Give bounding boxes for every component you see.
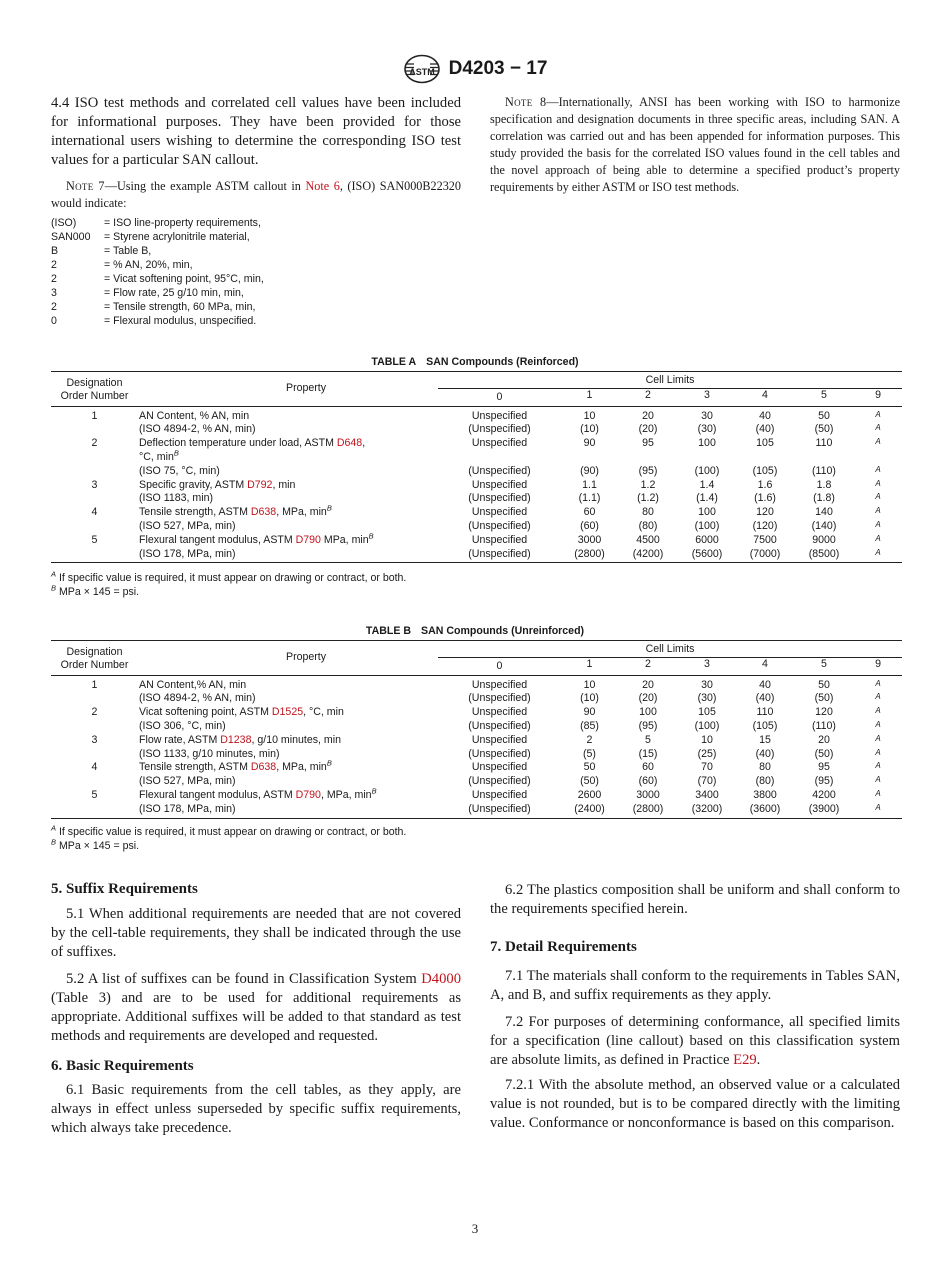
column-header-property: Property bbox=[138, 372, 438, 407]
footnote-b: $^B$ MPa × 145 = psi. bbox=[51, 582, 140, 598]
column-header-property: Property bbox=[138, 641, 438, 676]
paragraph-4-4: 4.4 ISO test methods and correlated cell values have been included for informational purposes. They have been provided for those international users wishing to determine the corresponding ISO test values for a particular SAN callout. bbox=[51, 95, 461, 168]
table-row: 3 Flow rate, ASTM D1238, g/10 minutes, min Unspecified 2 5 10 15 20 A bbox=[91, 733, 881, 746]
table-row: (ISO 4894-2, % AN, min) (Unspecified) (10) (20) (30) (40) (50) A bbox=[139, 423, 881, 436]
page-header bbox=[0, 54, 950, 84]
paragraph-7-1: 7.1 The materials shall conform to the requirements in Tables SAN, A, and B, and suffix requirements as they apply. bbox=[490, 968, 900, 1003]
astm-d638-link[interactable]: D638 bbox=[250, 506, 277, 519]
column-header-designation: Designation Order Number bbox=[51, 641, 138, 676]
table-row: (ISO 527, MPa, min) (Unspecified) (50) (60) (70) (80) (95) A bbox=[139, 775, 881, 788]
table-row: 2 Vicat softening point, ASTM D1525, °C, min Unspecified 90 100 105 110 120 A bbox=[91, 706, 881, 719]
table-row: 5 Flexural tangent modulus, ASTM D790, MPa, $\min^B$ Unspecified 2600 3000 3400 3800 4200 A bbox=[91, 786, 881, 801]
paragraph-7-2-1: 7.2.1 With the absolute method, an observed value or a calculated value is not rounded, but is to be compared directly with the limiting value. Conformance or nonconformance is based on this comparison. bbox=[490, 1077, 900, 1131]
astm-d790-link[interactable]: D790 bbox=[295, 533, 321, 546]
table-row: 4 Tensile strength, ASTM D638, MPa, $\min^B$ Unspecified 60 80 100 120 140 A bbox=[91, 503, 881, 519]
right-column-bottom bbox=[490, 881, 900, 1133]
column-header: 3 bbox=[678, 657, 736, 675]
footnote-a: $^A$ If specific value is required, it must appear on drawing or contract, or both. bbox=[51, 823, 407, 838]
table-row: 1 AN Content,% AN, min Unspecified 10 20 30 40 50 A bbox=[91, 678, 881, 691]
section-7-heading: 7. Detail Requirements bbox=[490, 939, 637, 955]
document-designation: D4203 − 17 bbox=[448, 58, 548, 79]
table-row: 5 Flexural tangent modulus, ASTM D790 MPa, $\min^B$ Unspecified 3000 4500 6000 7500 9000 A bbox=[91, 531, 881, 546]
table-row: (ISO 4894-2, % AN, min) (Unspecified) (10) (20) (30) (40) (50) A bbox=[139, 692, 881, 705]
column-header: 4 bbox=[736, 657, 794, 675]
section-5-heading: 5. Suffix Requirements bbox=[51, 881, 198, 897]
table-b-footnotes bbox=[51, 823, 902, 853]
list-item: 0 = Flexural modulus, unspecified. bbox=[51, 315, 257, 327]
table-row: (ISO 1133, g/10 minutes, min) (Unspecified) (5) (15) (25) (40) (50) A bbox=[139, 747, 881, 760]
table-row: 2 Deflection temperature under load, ASTM D648, °C, $\min^B$ Unspecified 90 95 100 105 110 A bbox=[91, 437, 881, 463]
table-b-title: TABLE B SAN Compounds (Unreinforced) bbox=[365, 625, 585, 637]
table-a bbox=[51, 371, 902, 563]
astm-d790-link[interactable]: D790 bbox=[295, 788, 321, 801]
astm-d792-link[interactable]: D792 bbox=[247, 478, 273, 491]
astm-d1238-link[interactable]: D1238 bbox=[220, 733, 252, 746]
column-header: 4 bbox=[736, 388, 794, 406]
paragraph-5-2: 5.2 A list of suffixes can be found in Classification System D4000 (Table 3) and are to be used for additional requirements as appropriate. Additional suffixes will be added to that standard as test methods and requirements are developed and requested. bbox=[51, 971, 461, 1044]
list-item: 2 = Vicat softening point, 95°C, min, bbox=[51, 273, 264, 285]
table-row: 1 AN Content, % AN, min Unspecified 10 20 30 40 50 A bbox=[91, 409, 881, 422]
list-item: B = Table B, bbox=[51, 245, 152, 257]
svg-text:ASTM: ASTM bbox=[408, 67, 435, 77]
column-header: 1 bbox=[561, 657, 618, 675]
note-8: Note 8—Internationally, ANSI has been working with ISO to harmonize specification and designation documents in three specific areas, including SAN. A correlation was carried out and has been appended for information purposes. This study provided the basis for the correlated ISO values found in the cell tables and the novel approach of being able to determine a specified product’s property requirements by either ASTM or ISO test methods. bbox=[490, 95, 900, 194]
section-6-heading: 6. Basic Requirements bbox=[51, 1058, 194, 1074]
table-row: (ISO 306, °C, min) (Unspecified) (85) (95) (100) (105) (110) A bbox=[139, 719, 881, 732]
column-header-cell-limits: Cell Limits bbox=[438, 641, 902, 658]
astm-logo-icon bbox=[403, 54, 441, 84]
table-b bbox=[51, 640, 902, 819]
footnote-b: $^B$ MPa × 145 = psi. bbox=[51, 836, 140, 852]
column-header: 0 bbox=[438, 388, 561, 406]
note-8-label: Note 8 bbox=[505, 95, 547, 109]
astm-d638-link[interactable]: D638 bbox=[250, 761, 277, 774]
astm-e29-link[interactable]: E29 bbox=[733, 1052, 757, 1068]
list-item: 2 = Tensile strength, 60 MPa, min, bbox=[51, 301, 256, 313]
list-item: 3 = Flow rate, 25 g/10 min, min, bbox=[51, 287, 244, 299]
column-header: 2 bbox=[618, 388, 678, 406]
astm-d1525-link[interactable]: D1525 bbox=[271, 706, 304, 719]
column-header-cell-limits: Cell Limits bbox=[438, 372, 902, 389]
paragraph-6-2: 6.2 The plastics composition shall be uniform and shall conform to the requirements specified herein. bbox=[490, 882, 900, 917]
column-header: 9 bbox=[854, 388, 902, 406]
table-row: 3 Specific gravity, ASTM D792, min Unspecified 1.1 1.2 1.4 1.6 1.8 A bbox=[91, 478, 881, 491]
column-header: 1 bbox=[561, 388, 618, 406]
callout-code-list bbox=[51, 216, 351, 328]
note-7-label: Note 7 bbox=[66, 179, 105, 193]
table-row: (ISO 178, MPa, min) (Unspecified) (2400) (2800) (3200) (3600) (3900) A bbox=[51, 803, 902, 818]
column-header: 3 bbox=[678, 388, 736, 406]
list-item: (ISO) = ISO line-property requirements, bbox=[51, 217, 261, 229]
table-row: (ISO 178, MPa, min) (Unspecified) (2800) (4200) (5600) (7000) (8500) A bbox=[51, 548, 902, 563]
astm-d648-link[interactable]: D648 bbox=[336, 437, 363, 450]
table-a-title: TABLE A SAN Compounds (Reinforced) bbox=[371, 356, 579, 368]
section-5 bbox=[51, 881, 461, 1138]
column-header: 5 bbox=[794, 388, 854, 406]
table-row: (ISO 527, MPa, min) (Unspecified) (60) (80) (100) (120) (140) A bbox=[139, 519, 881, 532]
footnote-a: $^A$ If specific value is required, it must appear on drawing or contract, or both. bbox=[51, 569, 407, 584]
note-6-link[interactable]: Note 6 bbox=[305, 179, 340, 193]
column-header: 5 bbox=[794, 657, 854, 675]
column-header: 0 bbox=[438, 657, 561, 675]
table-row: (ISO 75, °C, min) (Unspecified) (90) (95) (100) (105) (110) A bbox=[139, 464, 881, 477]
page-number: 3 bbox=[471, 1221, 479, 1236]
column-header-designation: Designation Order Number bbox=[51, 372, 138, 407]
column-header: 9 bbox=[854, 657, 902, 675]
astm-d4000-link[interactable]: D4000 bbox=[421, 971, 461, 987]
paragraph-7-2: 7.2 For purposes of determining conformance, all specified limits for a specification (line callout) based on this classification system are absolute limits, as defined in Practice E29. bbox=[490, 1014, 900, 1068]
table-row: 4 Tensile strength, ASTM D638, MPa, $\min^B$ Unspecified 50 60 70 80 95 A bbox=[91, 758, 881, 774]
note-7: Note 7—Using the example ASTM callout in Note 6, (ISO) SAN000B22320 would indicate: bbox=[51, 179, 461, 210]
table-a-footnotes bbox=[51, 569, 902, 599]
table-row: (ISO 1183, min) (Unspecified) (1.1) (1.2) (1.4) (1.6) (1.8) A bbox=[139, 492, 881, 505]
list-item: 2 = % AN, 20%, min, bbox=[51, 259, 193, 271]
paragraph-5-1: 5.1 When additional requirements are needed that are not covered by the cell-table requirements, they shall be indicated through the use of suffixes. bbox=[51, 906, 461, 960]
list-item: SAN000 = Styrene acrylonitrile material, bbox=[51, 231, 250, 243]
paragraph-6-1: 6.1 Basic requirements from the cell tables, as they apply, are always in effect unless superseded by specific suffix requirements, which always take precedence. bbox=[51, 1082, 461, 1136]
column-header: 2 bbox=[618, 657, 678, 675]
